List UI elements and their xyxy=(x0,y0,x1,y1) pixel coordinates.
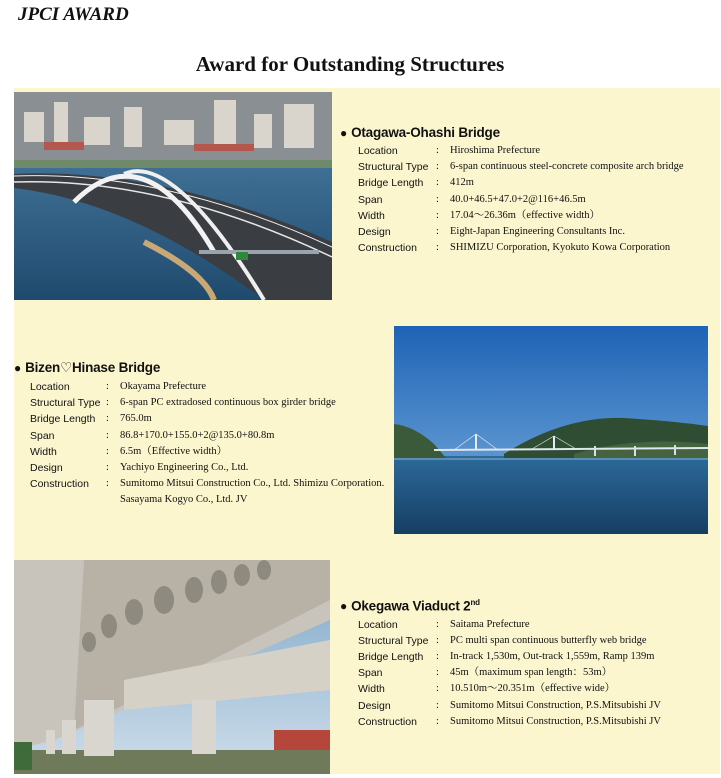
spec-row: Bridge Length : 412m xyxy=(358,177,474,190)
spec-row: Span : 45m（maximum span length：53m） xyxy=(358,667,613,680)
spec-row: Design : Sumitomo Mitsui Construction, P.S.Mitsubishi JV xyxy=(358,699,661,712)
header-label: JPCI AWARD xyxy=(18,4,129,25)
spec-row: Width : 6.5m（Effective width） xyxy=(30,445,228,458)
spec-row: Span : 40.0+46.5+47.0+2@116+46.5m xyxy=(358,193,586,206)
bridge-title: ● Otagawa-Ohashi Bridge xyxy=(340,125,500,140)
bullet-icon: ● xyxy=(14,361,22,375)
bullet-icon: ● xyxy=(340,125,348,140)
spec-row: Construction : Sumitomo Mitsui Construction Co., Ltd. Shimizu Corporation. Sasayama Kogyo Co., Ltd. JV xyxy=(30,478,385,506)
bizen-hinase-info xyxy=(14,360,389,509)
spec-row: Structural Type : 6-span continuous steel-concrete composite arch bridge xyxy=(358,161,684,174)
spec-row: Bridge Length : In-track 1,530m, Out-track 1,559m, Ramp 139m xyxy=(358,650,655,663)
spec-row: Width : 10.510m～20.351m（effective wide） xyxy=(358,683,616,696)
spec-row: Design : Yachiyo Engineering Co., Ltd. xyxy=(30,462,249,475)
okegawa-viaduct-info xyxy=(340,598,712,730)
spec-list xyxy=(14,379,389,509)
spec-list xyxy=(340,617,712,730)
bizen-hinase-photo xyxy=(394,326,708,534)
bridge-title: ● Okegawa Viaduct 2nd xyxy=(340,598,480,614)
spec-row: Bridge Length : 765.0m xyxy=(30,413,152,426)
spec-row: Location : Okayama Prefecture xyxy=(30,381,206,393)
spec-row: Structural Type : PC multi span continuous butterfly web bridge xyxy=(358,634,647,647)
spec-row: Span : 86.8+170.0+155.0+2@135.0+80.8m xyxy=(30,429,275,442)
otagawa-ohashi-photo xyxy=(14,92,332,300)
spec-row: Construction : SHIMIZU Corporation, Kyokuto Kowa Corporation xyxy=(358,242,671,255)
spec-row: Design : Eight-Japan Engineering Consultants Inc. xyxy=(358,226,625,239)
page-title: Award for Outstanding Structures xyxy=(195,52,505,76)
spec-row: Location : Saitama Prefecture xyxy=(358,618,530,631)
otagawa-ohashi-info xyxy=(340,125,710,256)
spec-row: Construction : Sumitomo Mitsui Construction, P.S.Mitsubishi JV xyxy=(358,715,661,728)
spec-row: Structural Type : 6-span PC extradosed continuous box girder bridge xyxy=(30,397,336,410)
bullet-icon: ● xyxy=(340,598,348,613)
okegawa-viaduct-photo xyxy=(14,560,330,774)
spec-row: Location : Hiroshima Prefecture xyxy=(358,145,541,157)
spec-list xyxy=(340,143,710,256)
spec-row: Width : 17.04～26.36m（effective width） xyxy=(358,209,600,222)
bridge-title: ● Bizen♡Hinase Bridge xyxy=(14,360,161,375)
